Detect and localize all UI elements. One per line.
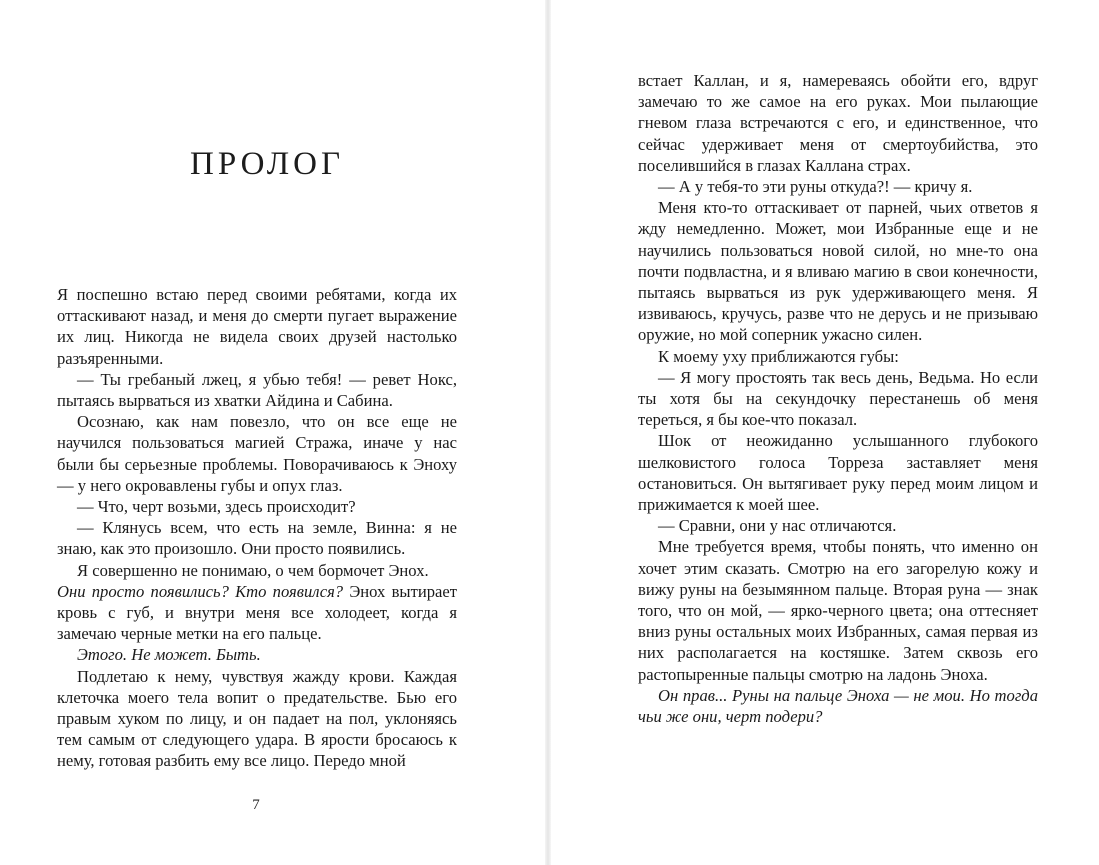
italic-thought: Они просто появились? Кто появился? bbox=[57, 581, 344, 601]
paragraph: Меня кто-то оттаскивает от парней, чьих ответов я жду немедленно. Может, мои Избранные еще и не научились пользоваться новой силой, но мне-то она почти подвластна, и я вливаю магию в свои конечности, пытаясь вырваться из рук удерживающего меня. Я извиваюсь, кручусь, разве что не дерусь и не призываю оружие, но мой соперник ужасно силен. bbox=[638, 198, 1038, 345]
paragraph: — Что, черт возьми, здесь происходит? bbox=[77, 497, 356, 517]
paragraph-text: Энох вытирает кровь с губ, и внутри меня все холодеет, когда я замечаю черные метки на его пальце. bbox=[57, 581, 457, 644]
paragraph: — Ты гребаный лжец, я убью тебя! — ревет Нокс, пытаясь вырваться из хватки Айдина и Сабина. bbox=[57, 369, 457, 411]
paragraph: — Сравни, они у нас отличаются. bbox=[658, 516, 897, 536]
italic-thought: Он прав... Руны на пальце Эноха — не мои. Но тогда чьи же они, черт подери? bbox=[638, 685, 1038, 727]
chapter-title: ПРОЛОГ bbox=[190, 146, 345, 182]
paragraph: Я поспешно встаю перед своими ребятами, когда их оттаскивают назад, и меня до смерти пугает выражение их лиц. Никогда не видела своих друзей настолько разъяренными. bbox=[57, 285, 457, 368]
paragraph: — Клянусь всем, что есть на земле, Винна: я не знаю, как это произошло. Они просто появились. bbox=[57, 518, 457, 559]
paragraph bbox=[57, 581, 457, 645]
paragraph: Шок от неожиданно услышанного глубокого шелковистого голоса Торреза заставляет меня остановиться. Он вытягивает руку перед моим лицом и прижимается к моей шее. bbox=[638, 431, 1038, 515]
paragraph: Я совершенно не понимаю, о чем бормочет Энох. bbox=[77, 560, 429, 580]
right-page bbox=[551, 0, 1099, 865]
paragraph: — Я могу простоять так весь день, Ведьма. Но если ты хотя бы на секундочку перестанешь об меня тереться, я бы кое-что показал. bbox=[638, 367, 1038, 430]
paragraph: Подлетаю к нему, чувствуя жажду крови. Каждая клеточка моего тела вопит о предательстве. Бью его правым хуком по лицу, и он падает на пол, уклоняясь тем самым от следующего удара. В ярости бросаюсь к нему, готовая разбить ему все лицо. Передо мной bbox=[57, 666, 457, 771]
paragraph: Осознаю, как нам повезло, что он все еще не научился пользоваться магией Стража, иначе у нас были бы серьезные проблемы. Поворачиваюсь к Эноху — у него окровавлены губы и опух глаз. bbox=[57, 412, 457, 495]
paragraph: К моему уху приближаются губы: bbox=[658, 346, 899, 366]
left-page-text bbox=[57, 284, 457, 772]
italic-thought: Этого. Не может. Быть. bbox=[77, 645, 261, 665]
paragraph: Мне требуется время, чтобы понять, что именно он хочет этим сказать. Смотрю на его загорелую кожу и вижу руны на безымянном пальце. Вторая руна — знак того, что он мой, — ярко-черного цвета; она оттесняет вниз руны остальных моих Избранных, самая первая из них располагается на костяшке. Затем сквозь его растопыренные пальцы смотрю на ладонь Эноха. bbox=[638, 537, 1038, 684]
page-number: 7 bbox=[252, 797, 260, 813]
paragraph: встает Каллан, и я, намереваясь обойти его, вдруг замечаю то же самое на его руках. Мои пылающие гневом глаза встречаются с его, и единственное, что сейчас удерживает меня от смертоубийства, это поселившийся в глазах Каллана страх. bbox=[638, 71, 1038, 175]
left-page bbox=[0, 0, 545, 865]
paragraph: — А у тебя-то эти руны откуда?! — кричу я. bbox=[658, 177, 973, 197]
right-page-text bbox=[638, 70, 1038, 727]
